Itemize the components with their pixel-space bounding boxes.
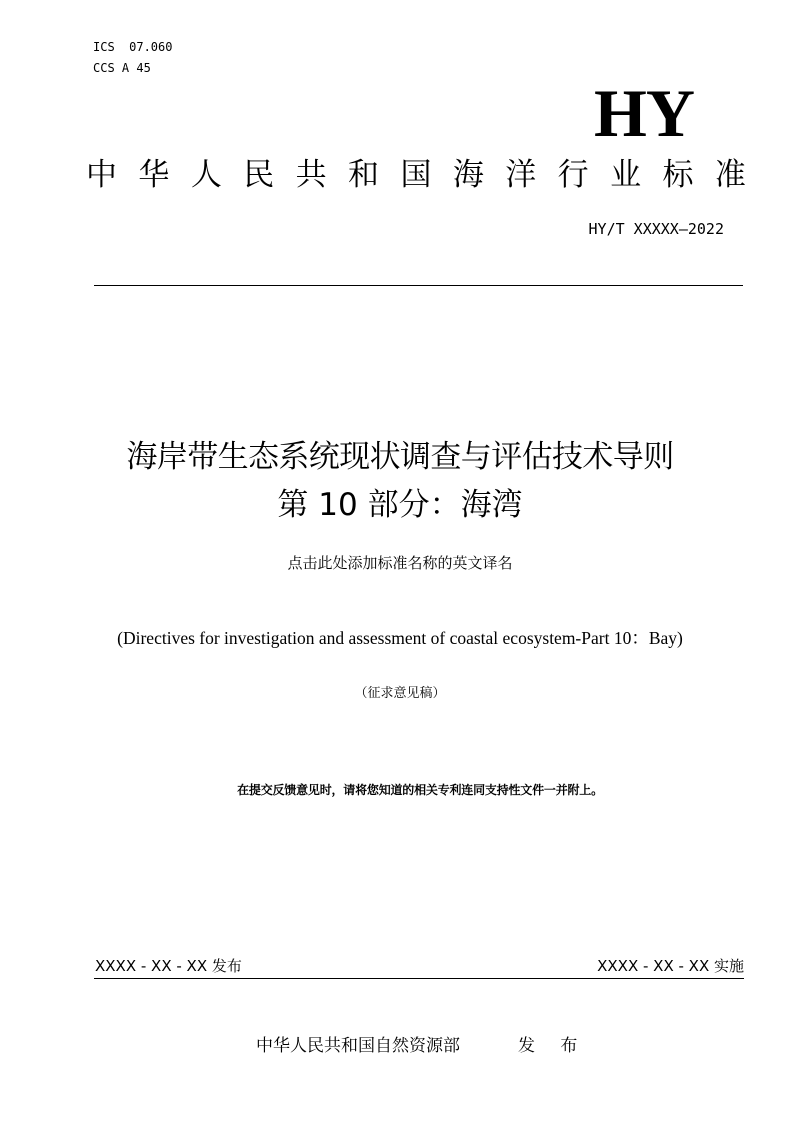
implementation-date: XXXX - XX - XX 实施 bbox=[597, 957, 744, 975]
standard-type-char: 业 bbox=[610, 157, 642, 193]
standard-type-char: 准 bbox=[714, 157, 746, 193]
standard-type-char: 民 bbox=[243, 157, 275, 193]
issue-date: XXXX - XX - XX 发布 bbox=[95, 957, 242, 975]
english-title: (Directives for investigation and assessment of coastal ecosystem-Part 10：Bay) bbox=[117, 628, 683, 648]
standard-type-char: 中 bbox=[86, 157, 117, 193]
standard-type-char: 人 bbox=[190, 157, 222, 193]
standard-type-char: 洋 bbox=[505, 157, 537, 193]
patent-notice: 在提交反馈意见时，请将您知道的相关专利连同支持性文件一并附上。 bbox=[237, 783, 603, 797]
standard-type-char: 共 bbox=[295, 157, 327, 193]
standard-type-char: 行 bbox=[557, 157, 589, 193]
ics-code: ICS 07.060 bbox=[93, 40, 173, 54]
standard-type-char: 标 bbox=[662, 157, 694, 193]
standard-type-char: 海 bbox=[452, 157, 484, 193]
ccs-code: CCS A 45 bbox=[93, 61, 151, 75]
document-title: 海岸带生态系统现状调查与评估技术导则 bbox=[126, 439, 674, 475]
header-divider bbox=[94, 285, 743, 286]
draft-status: （征求意见稿） bbox=[354, 686, 446, 701]
standard-type-title bbox=[86, 153, 746, 197]
publish-label: 发 布 bbox=[518, 1036, 588, 1056]
hy-logo: HY bbox=[594, 75, 694, 151]
standard-number: HY/T XXXXX—2022 bbox=[588, 220, 724, 238]
standard-type-char: 华 bbox=[138, 157, 170, 193]
english-title-placeholder: 点击此处添加标准名称的英文译名 bbox=[287, 554, 513, 572]
standard-type-char: 和 bbox=[348, 157, 380, 193]
document-part-title: 第 10 部分：海湾 bbox=[277, 487, 523, 523]
standard-type-char: 国 bbox=[400, 157, 432, 193]
footer-divider bbox=[94, 978, 744, 979]
publisher: 中华人民共和国自然资源部 bbox=[256, 1036, 460, 1056]
